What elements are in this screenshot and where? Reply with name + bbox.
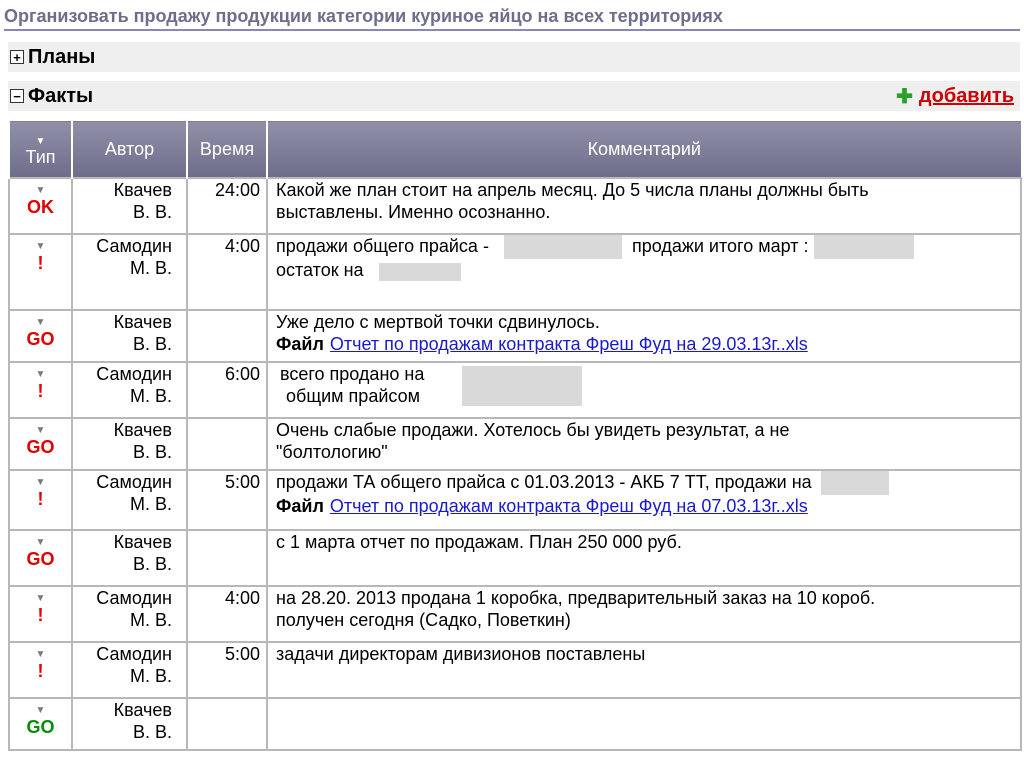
type-badge: ! <box>37 661 44 681</box>
comment-cell: на 28.20. 2013 продана 1 коробка, предварительный заказ на 10 короб. получен сегодня (Садко, Поветкин) <box>267 586 1021 642</box>
table-row <box>9 418 1021 470</box>
table-row <box>9 642 1021 698</box>
table-row <box>9 310 1021 362</box>
type-cell <box>9 234 72 310</box>
redacted-value <box>814 235 914 259</box>
type-badge: GO <box>26 717 55 737</box>
column-header-comment[interactable]: Комментарий <box>267 121 1021 179</box>
type-cell <box>9 178 72 234</box>
time-cell <box>187 698 267 750</box>
row-menu-arrow-icon[interactable]: ▼ <box>35 705 46 716</box>
table-row <box>9 530 1021 586</box>
time-cell: 4:00 <box>187 234 267 310</box>
comment-cell: Очень слабые продажи. Хотелось бы увидеть результат, а не "болтологию" <box>267 418 1021 470</box>
expand-icon[interactable]: + <box>10 50 24 64</box>
column-header-author[interactable]: Автор <box>72 121 187 179</box>
author-cell: Квачев В. В. <box>72 418 187 470</box>
time-cell <box>187 418 267 470</box>
author-cell: Самодин М. В. <box>72 362 187 418</box>
file-link[interactable]: Отчет по продажам контракта Фреш Фуд на 07.03.13г..xls <box>329 496 808 517</box>
facts-section-header[interactable] <box>8 81 1020 111</box>
redacted-value <box>504 235 622 259</box>
type-badge: GO <box>26 437 55 457</box>
table-row <box>9 234 1021 310</box>
column-header-type[interactable]: ▼ Тип <box>9 121 72 179</box>
author-cell: Самодин М. В. <box>72 470 187 530</box>
comment-cell: продажи ТА общего прайса с 01.03.2013 - АКБ 7 ТТ, продажи на Файл Отчет по продажам контракта Фреш Фуд на 07.03.13г..xls <box>267 470 1021 530</box>
table-header-row <box>9 121 1021 179</box>
time-cell: 5:00 <box>187 470 267 530</box>
comment-cell: с 1 марта отчет по продажам. План 250 000 руб. <box>267 530 1021 586</box>
author-cell: Квачев В. В. <box>72 310 187 362</box>
row-menu-arrow-icon[interactable]: ▼ <box>35 425 46 436</box>
table-row <box>9 470 1021 530</box>
type-cell <box>9 470 72 530</box>
type-badge: OK <box>27 197 54 217</box>
table-row <box>9 586 1021 642</box>
redacted-value <box>379 263 461 281</box>
type-badge: ! <box>37 253 44 273</box>
type-badge: ! <box>37 381 44 401</box>
comment-cell <box>267 698 1021 750</box>
row-menu-arrow-icon[interactable]: ▼ <box>35 477 46 488</box>
file-label: Файл <box>276 334 324 354</box>
file-link[interactable]: Отчет по продажам контракта Фреш Фуд на 29.03.13г..xls <box>329 334 808 354</box>
author-cell: Квачев В. В. <box>72 530 187 586</box>
redacted-value <box>462 366 582 406</box>
file-label: Файл <box>276 496 324 517</box>
plans-section-title[interactable]: Планы <box>28 45 96 68</box>
author-cell: Самодин М. В. <box>72 586 187 642</box>
table-row <box>9 362 1021 418</box>
type-badge: GO <box>26 329 55 349</box>
time-cell: 24:00 <box>187 178 267 234</box>
type-badge: ! <box>37 489 44 509</box>
row-menu-arrow-icon[interactable]: ▼ <box>35 649 46 660</box>
table-row <box>9 698 1021 750</box>
time-cell <box>187 310 267 362</box>
sort-arrow-icon[interactable]: ▼ <box>35 135 46 147</box>
type-cell <box>9 530 72 586</box>
comment-cell: продажи общего прайса - продажи итого март : остаток на <box>267 234 1021 310</box>
row-menu-arrow-icon[interactable]: ▼ <box>35 593 46 604</box>
type-cell <box>9 418 72 470</box>
time-cell: 5:00 <box>187 642 267 698</box>
author-cell: Квачев В. В. <box>72 178 187 234</box>
row-menu-arrow-icon[interactable]: ▼ <box>35 241 46 252</box>
column-header-time[interactable]: Время <box>187 121 267 179</box>
author-cell: Самодин М. В. <box>72 234 187 310</box>
add-link[interactable]: добавить <box>918 84 1014 107</box>
time-cell: 4:00 <box>187 586 267 642</box>
row-menu-arrow-icon[interactable]: ▼ <box>35 369 46 380</box>
time-cell: 6:00 <box>187 362 267 418</box>
type-cell <box>9 642 72 698</box>
time-cell <box>187 530 267 586</box>
add-fact-button[interactable] <box>896 84 1014 109</box>
row-menu-arrow-icon[interactable]: ▼ <box>35 537 46 548</box>
plans-section-header[interactable] <box>8 42 1020 72</box>
type-cell <box>9 310 72 362</box>
type-cell <box>9 362 72 418</box>
plus-icon: ✚ <box>896 85 913 108</box>
row-menu-arrow-icon[interactable]: ▼ <box>35 317 46 328</box>
page-title: Организовать продажу продукции категории куриное яйцо на всех территориях <box>4 3 1020 31</box>
comment-cell: Какой же план стоит на апрель месяц. До 5 числа планы должны быть выставлены. Именно осознанно. <box>267 178 1021 234</box>
comment-cell: Уже дело с мертвой точки сдвинулось. Файл Отчет по продажам контракта Фреш Фуд на 29.03.13г..xls <box>267 310 1021 362</box>
row-menu-arrow-icon[interactable]: ▼ <box>35 185 46 196</box>
facts-section-title[interactable]: Факты <box>28 84 94 107</box>
type-cell <box>9 698 72 750</box>
table-row <box>9 178 1021 234</box>
facts-table <box>8 120 1022 751</box>
type-badge: ! <box>37 605 44 625</box>
comment-cell: всего продано на общим прайсом <box>267 362 1021 418</box>
comment-cell: задачи директорам дивизионов поставлены <box>267 642 1021 698</box>
type-badge: GO <box>26 549 55 569</box>
collapse-icon[interactable]: − <box>10 89 24 103</box>
author-cell: Квачев В. В. <box>72 698 187 750</box>
redacted-value <box>821 471 889 495</box>
type-cell <box>9 586 72 642</box>
author-cell: Самодин М. В. <box>72 642 187 698</box>
